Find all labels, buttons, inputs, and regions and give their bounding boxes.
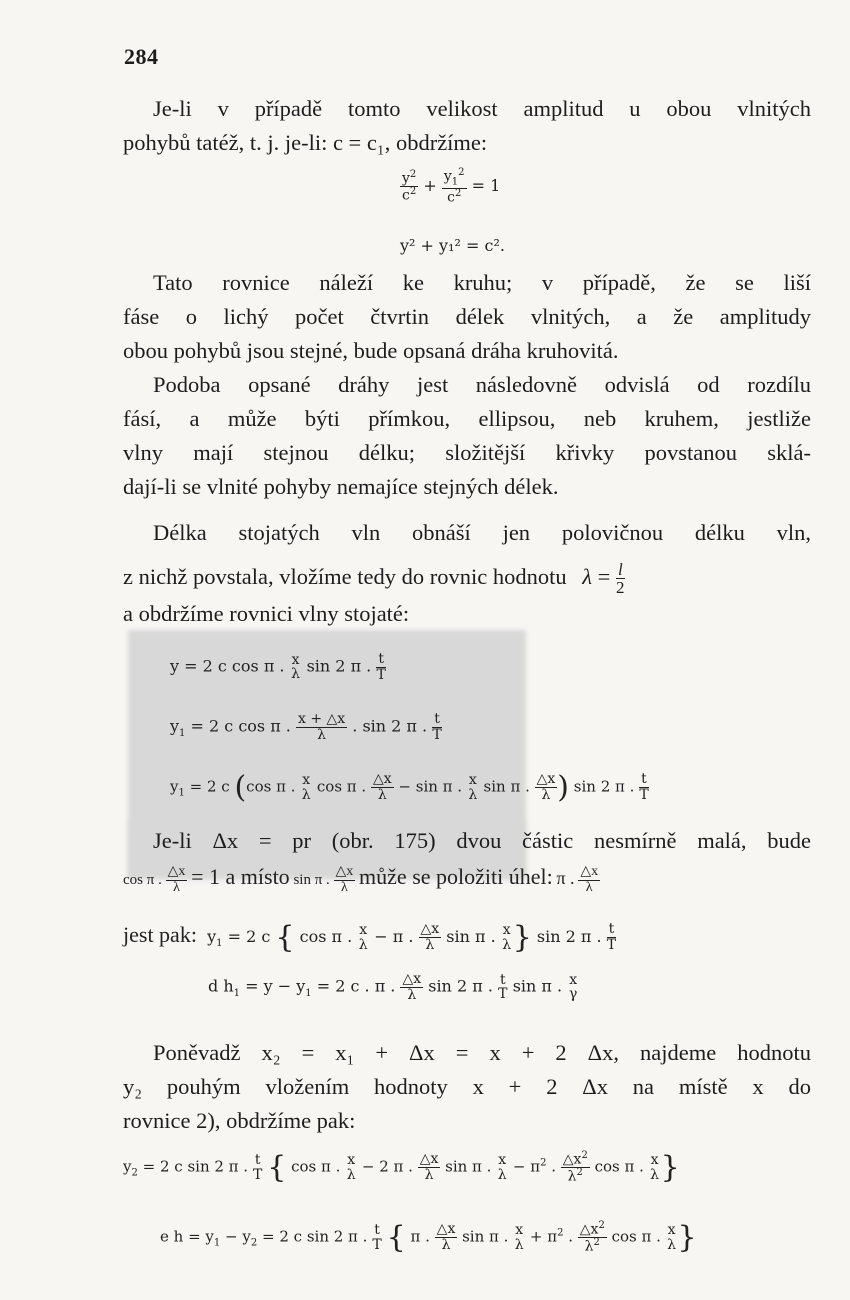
equation-dh1: d $h_1 = y - y_1 = 2$ c . π . $\frac{\triangle x}{\lambda}$ sin 2 π . t T sin π . x γ: [208, 971, 578, 1003]
text-line: z nichž povstala, vložíme tedy do rovnic hodnotu λ = $\frac{l}{2}$: [123, 559, 625, 598]
text-line: a obdržíme rovnici vlny stojaté:: [123, 601, 410, 627]
paragraph-2: [123, 266, 811, 368]
equation-y1-approx: jest pak: $y_1 = 2$ c { cos π . x λ − π . $\frac{\triangle x}{\lambda}$ sin π . x λ } sin 2 π . $\frac{t}{T}$: [123, 920, 617, 955]
text-line: Podoba opsané dráhy jest následovně odvislá od rozdílu: [153, 372, 811, 397]
fraction-l-over-2: $\frac{l}{2}$: [615, 559, 625, 598]
paragraph-3: [123, 368, 811, 504]
equation-standing-y: y = 2 c cos π . x λ sin 2 π . $\frac{t}{T}$: [170, 651, 386, 683]
equation-ellipse: $\frac{y^2}{c^2}$ + $\frac{y_1^2}{c^2}$ = 1: [402, 167, 501, 206]
text-line: Délka stojatých vln obnáší jen polovičnou délku vln,: [153, 520, 811, 545]
page-number: 284: [124, 44, 159, 69]
text-line-with-fractions: cos π . $\frac{\triangle x}{\lambda}$ = 1 a místo sin π . $\frac{\triangle x}{\lambda}$ může se položiti úhel: π . $\frac{\triangle x}{\lambda}$: [123, 864, 599, 896]
text-line: Je-li v případě tomto velikost amplitud u obou vlnitých: [153, 96, 811, 121]
text-line: pohybů tatéž, t. j. je-li: c = c₁, obdržíme:: [123, 130, 488, 155]
paragraph-1: [123, 92, 811, 160]
text-line: Tato rovnice náleží ke kruhu; v případě, že se liší: [153, 270, 811, 295]
paragraph-5: [123, 824, 811, 858]
paragraph-6: [123, 1036, 811, 1138]
equation-standing-y1: $y_1 = 2$ c cos π . $\frac{x + \triangle x}{\lambda}$ . sin 2 π . $\frac{t}{T}$: [170, 711, 442, 743]
text-line: y₂ pouhým vložením hodnoty x + 2 Δx na místě x do: [123, 1074, 811, 1099]
equation-standing-y1-expanded: $y_1 = 2$ c (cos π . x λ cos π . $\frac{\triangle x}{\lambda}$ − sin π . x λ sin π . $\frac{\triangle x}{\lambda}$ ) sin 2 π . $\frac{t}{T}$: [170, 770, 649, 805]
paragraph-4: [123, 516, 811, 631]
text-line: dají-li se vlnité pohyby nemajíce stejných délek.: [123, 474, 559, 499]
text-line: fáse o lichý počet čtvrtin délek vlnitých, a že amplitudy: [123, 304, 811, 329]
text-line: Poněvadž x₂ = x₁ + Δx = x + 2 Δx, najdeme hodnotu: [153, 1040, 811, 1065]
text-line: fásí, a může býti přímkou, ellipsou, neb kruhem, jestliže: [123, 406, 811, 431]
text-line: vlny mají stejnou délku; složitější křivky povstanou sklá-: [123, 440, 811, 465]
text-line: rovnice 2), obdržíme pak:: [123, 1108, 356, 1133]
equation-eh: e $h = y_1 - y_2 = 2$ c sin 2 π . t T { π . $\frac{\triangle x}{\lambda}$ sin π . x λ + $\pi^2$ . $\frac{\triangle x^2}{\lambda^2}$ cos π . x λ }: [160, 1219, 697, 1255]
text-line: obou pohybů jsou stejné, bude opsaná dráha kruhovitá.: [123, 338, 619, 363]
equation-y2: $y_2 = 2$ c sin 2 π . t T { cos π . x λ − 2 π . $\frac{\triangle x}{\lambda}$ sin π . x λ − $\pi^2$ . $\frac{\triangle x^2}{\lambda^2}$ cos π . x λ }: [123, 1149, 680, 1185]
equation-circle: y² + y₁² = c².: [400, 236, 505, 255]
text-line: Je-li Δx = pr (obr. 175) dvou částic nesmírně malá, bude: [153, 828, 811, 853]
